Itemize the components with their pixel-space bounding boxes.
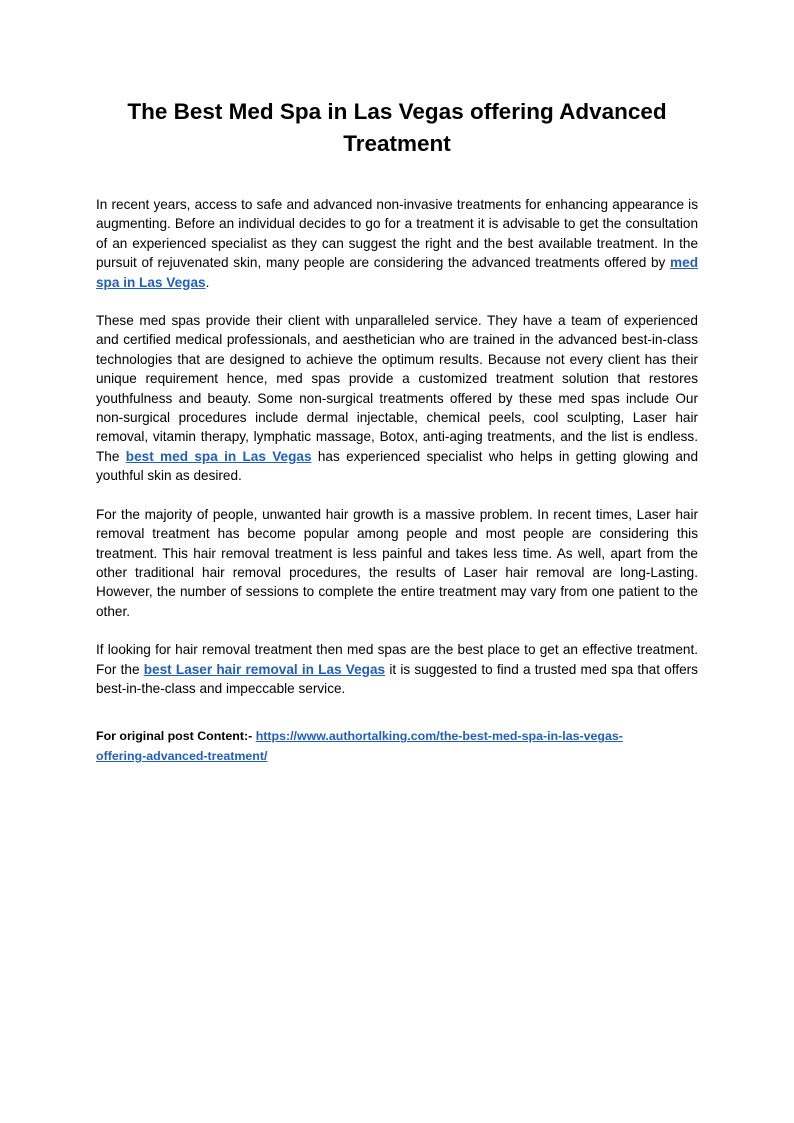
paragraph-text: If looking for hair removal treatment then med spas are the best place to get an effective treatment. For the <box>96 642 698 677</box>
paragraph-text: These med spas provide their client with unparalleled service. They have a team of experienced and certified medical professionals, and aesthetician who are trained in the advanced best-in-class technologies that are designed to achieve the optimum results. Because not every client has their unique requirement hence, med spas provide a customized treatment solution that restores youthfulness and beauty. Some non-surgical treatments offered by these med spas include Our non-surgical procedures include dermal injectable, chemical peels, cool sculpting, Laser hair removal, vitamin therapy, lymphatic massage, Botox, anti-aging treatments, and the list is endless. The <box>96 313 698 464</box>
source-label: For original post Content:- <box>96 729 256 744</box>
page-title: The Best Med Spa in Las Vegas offering Advanced Treatment <box>127 99 667 156</box>
document-body <box>96 195 698 766</box>
source-credit <box>96 727 656 766</box>
paragraph-intro <box>96 195 698 292</box>
source-url-link[interactable]: https://www.authortalking.com/the-best-med-spa-in-las-vegas-offering-advanced-treatment/ <box>96 729 623 763</box>
paragraph-text: In recent years, access to safe and advanced non-invasive treatments for enhancing appearance is augmenting. Before an individual decides to go for a treatment it is advisable to get the consultation of an experienced specialist as they can suggest the right and the best available treatment. In the pursuit of rejuvenated skin, many people are considering the advanced treatments offered by <box>96 197 698 271</box>
best-med-spa-link[interactable]: best med spa in Las Vegas <box>125 448 312 464</box>
med-spa-link[interactable]: med spa in Las Vegas <box>96 255 698 290</box>
laser-hair-removal-link[interactable]: best Laser hair removal in Las Vegas <box>143 661 386 677</box>
paragraph-recommendation <box>96 640 698 698</box>
paragraph-text: it is suggested to find a trusted med spa that offers best-in-the-class and impeccable service. <box>96 661 698 696</box>
paragraph-text: has experienced specialist who helps in getting glowing and youthful skin as desired. <box>96 448 699 484</box>
paragraph-hair-removal: For the majority of people, unwanted hair growth is a massive problem. In recent times, Laser hair removal treatment has become popular among people and most people are considering this treatment. This hair removal treatment is less painful and takes less time. As well, apart from the other traditional hair removal procedures, the results of Laser hair removal are long-Lasting. However, the number of sessions to complete the entire treatment may vary from one patient to the other. <box>96 506 698 619</box>
paragraph-services <box>96 311 698 486</box>
paragraph-text: . <box>205 274 210 290</box>
